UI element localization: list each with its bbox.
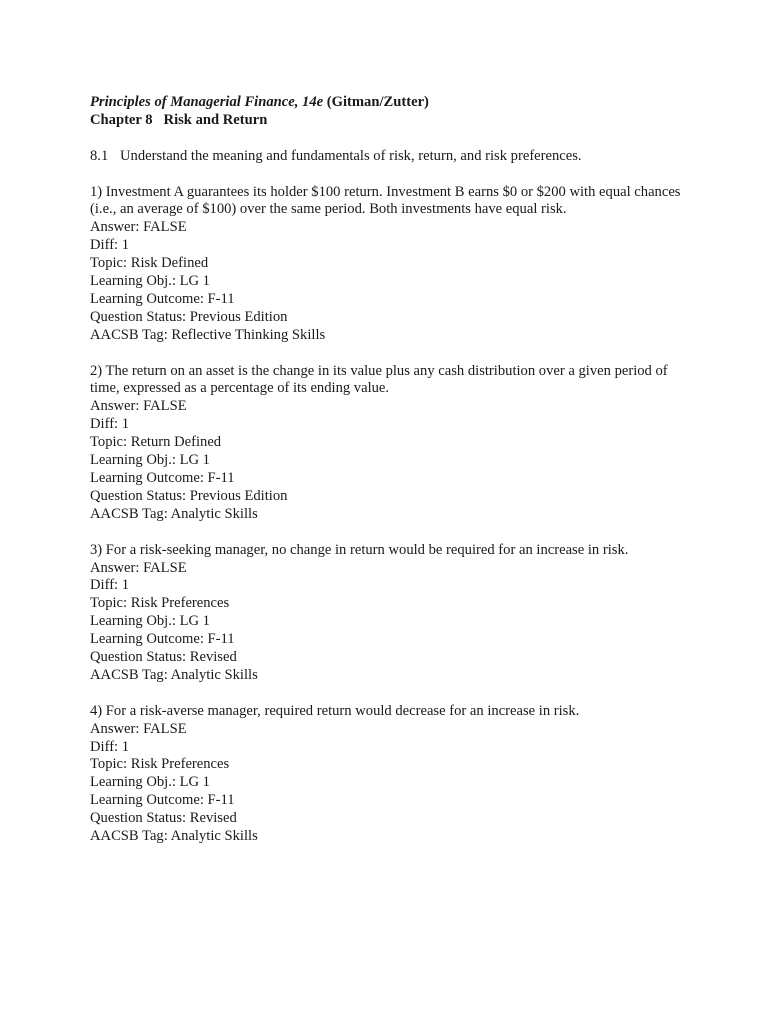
question-aacsb-tag: AACSB Tag: Analytic Skills: [90, 828, 258, 845]
book-title-line: [90, 94, 690, 112]
question-aacsb-tag: AACSB Tag: Analytic Skills: [90, 505, 258, 522]
question-3: [90, 542, 690, 685]
question-learning-obj: Learning Obj.: LG 1: [90, 452, 210, 469]
question-answer: Answer: FALSE: [90, 720, 187, 737]
question-text: 4) For a risk-averse manager, required return would decrease for an increase in risk.: [90, 702, 580, 719]
chapter-title-line: [90, 112, 690, 130]
question-difficulty: Diff: 1: [90, 237, 130, 254]
question-topic: Topic: Risk Defined: [90, 255, 209, 272]
question-difficulty: Diff: 1: [90, 738, 130, 755]
question-topic: Topic: Risk Preferences: [90, 756, 230, 773]
learning-objective: [90, 148, 690, 166]
question-learning-outcome: Learning Outcome: F-11: [90, 290, 235, 307]
question-text: 3) For a risk-seeking manager, no change in return would be required for an increase in risk.: [90, 541, 629, 558]
question-learning-obj: Learning Obj.: LG 1: [90, 774, 210, 791]
question-status: Question Status: Revised: [90, 649, 237, 666]
question-learning-outcome: Learning Outcome: F-11: [90, 469, 235, 486]
book-title: Principles of Managerial Finance, 14e: [90, 94, 324, 110]
book-authors: (Gitman/Zutter): [326, 94, 429, 110]
question-learning-obj: Learning Obj.: LG 1: [90, 273, 210, 290]
question-text: 2) The return on an asset is the change in its value plus any cash distribution over a given period of time, expressed as a percentage of its ending value.: [90, 362, 668, 397]
chapter-label: Chapter 8: [90, 111, 153, 128]
question-text: 1) Investment A guarantees its holder $100 return. Investment B earns $0 or $200 with equal chances (i.e., an average of $100) over the same period. Both investments have equal risk.: [90, 183, 681, 218]
question-aacsb-tag: AACSB Tag: Analytic Skills: [90, 666, 258, 683]
question-status: Question Status: Previous Edition: [90, 308, 288, 325]
question-1: [90, 184, 690, 345]
question-answer: Answer: FALSE: [90, 559, 187, 576]
question-learning-obj: Learning Obj.: LG 1: [90, 613, 210, 630]
question-learning-outcome: Learning Outcome: F-11: [90, 792, 235, 809]
objective-number: 8.1: [90, 147, 109, 164]
question-difficulty: Diff: 1: [90, 577, 130, 594]
question-aacsb-tag: AACSB Tag: Reflective Thinking Skills: [90, 326, 326, 343]
chapter-title: Risk and Return: [163, 111, 268, 128]
objective-text: Understand the meaning and fundamentals of risk, return, and risk preferences.: [120, 147, 582, 164]
question-4: [90, 703, 690, 846]
document-page: [90, 94, 690, 846]
question-learning-outcome: Learning Outcome: F-11: [90, 631, 235, 648]
question-answer: Answer: FALSE: [90, 219, 187, 236]
question-answer: Answer: FALSE: [90, 398, 187, 415]
question-difficulty: Diff: 1: [90, 416, 130, 433]
question-status: Question Status: Revised: [90, 810, 237, 827]
question-topic: Topic: Risk Preferences: [90, 595, 230, 612]
question-status: Question Status: Previous Edition: [90, 487, 288, 504]
question-2: [90, 363, 690, 524]
question-topic: Topic: Return Defined: [90, 434, 222, 451]
